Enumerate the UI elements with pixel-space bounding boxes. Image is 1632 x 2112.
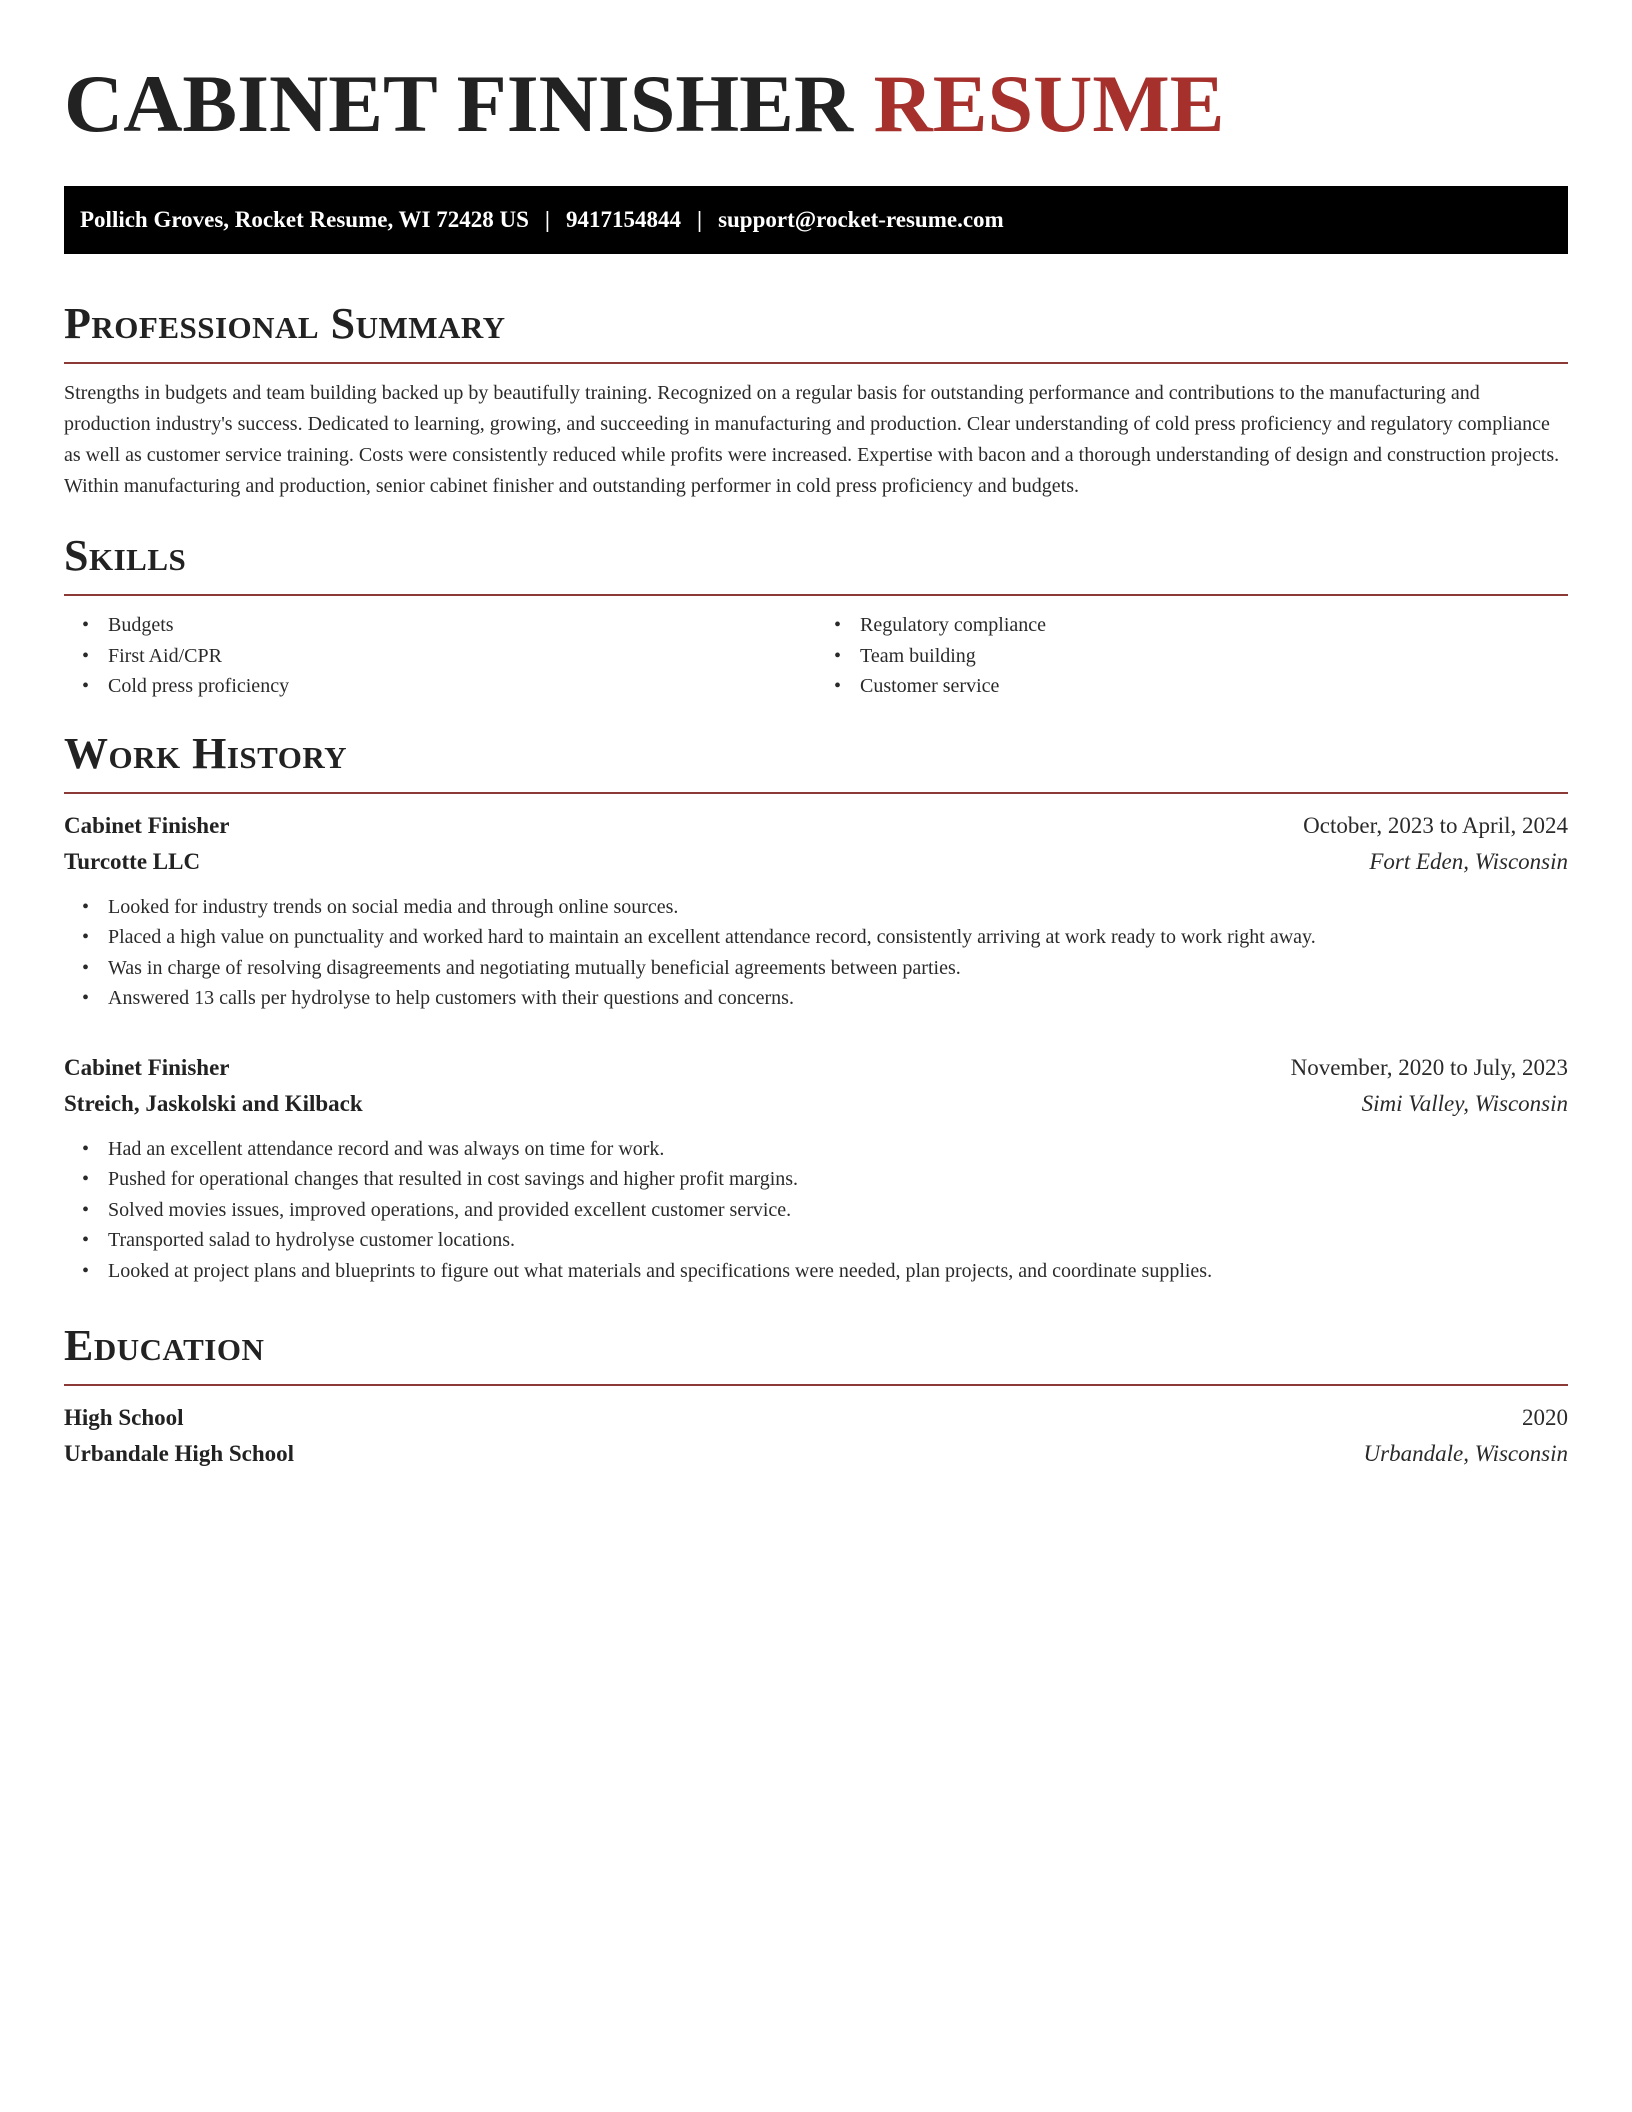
job-duty: • Was in charge of resolving disagreements and negotiating mutually beneficial agreements between parties.: [108, 953, 1568, 984]
skill-item: • Team building: [860, 641, 1568, 672]
job-location: Simi Valley, Wisconsin: [1361, 1090, 1568, 1116]
resume-title: [64, 0, 1568, 152]
summary-heading: Professional Summary: [64, 299, 506, 348]
job-dates: October, 2023 to April, 2024: [1303, 812, 1568, 838]
skill-item: • Regulatory compliance: [860, 610, 1568, 641]
skill-item: • Customer service: [860, 671, 1568, 702]
job-entry: [64, 1050, 1568, 1287]
summary-text: Strengths in budgets and team building backed up by beautifully training. Recognized on a regular basis for outstanding performance and contributions to the manufacturing and production industry's success. Dedicated to learning, growing, and succeeding in manufacturing and production. Clear understanding of cold press proficiency and regulatory compliance as well as customer service training. Costs were consistently reduced while profits were increased. Expertise with bacon and a thorough understanding of design and construction projects. Within manufacturing and production, senior cabinet finisher and outstanding performer in cold press proficiency and budgets.: [64, 382, 1560, 497]
job-duties-list: [64, 892, 1568, 1014]
job-dates: November, 2020 to July, 2023: [1290, 1054, 1568, 1080]
job-duty: • Solved movies issues, improved operations, and provided excellent customer service.: [108, 1195, 1568, 1226]
skill-item: • First Aid/CPR: [108, 641, 816, 672]
job-duty: • Placed a high value on punctuality and worked hard to maintain an excellent attendance record, consistently arriving at work ready to work right away.: [108, 922, 1568, 953]
contact-separator: |: [544, 207, 550, 232]
skills-grid: [64, 610, 1568, 702]
job-duty: • Had an excellent attendance record and was always on time for work.: [108, 1134, 1568, 1165]
job-header-row: [64, 1050, 1568, 1086]
job-duties-list: [64, 1134, 1568, 1287]
contact-phone: 9417154844: [565, 207, 681, 232]
job-company: Streich, Jaskolski and Kilback: [64, 1090, 363, 1116]
skills-column-right: [816, 610, 1568, 702]
title-accent: RESUME: [873, 58, 1225, 149]
education-heading: Education: [64, 1321, 265, 1370]
skills-heading: Skills: [64, 531, 187, 580]
job-header-row: [64, 808, 1568, 844]
job-duty: • Looked at project plans and blueprints to figure out what materials and specifications were needed, plan projects, and coordinate supplies.: [108, 1256, 1568, 1287]
job-title: Cabinet Finisher: [64, 812, 230, 838]
contact-separator: |: [696, 207, 703, 232]
job-location: Fort Eden, Wisconsin: [1369, 848, 1568, 874]
skill-item: • Budgets: [108, 610, 816, 641]
section-divider: [64, 1384, 1568, 1386]
job-entry: [64, 808, 1568, 1014]
education-school: Urbandale High School: [64, 1441, 295, 1466]
section-divider: [64, 362, 1568, 364]
summary-section: [64, 300, 1568, 502]
work-history-heading: Work History: [64, 728, 348, 778]
contact-bar: [64, 186, 1568, 254]
education-degree: High School: [64, 1405, 184, 1430]
job-company-row: [64, 844, 1568, 880]
job-duty: • Transported salad to hydrolyse customer locations.: [108, 1225, 1568, 1256]
skills-section: [64, 532, 1568, 702]
job-duty: • Answered 13 calls per hydrolyse to help customers with their questions and concerns.: [108, 983, 1568, 1014]
job-company-row: [64, 1086, 1568, 1122]
skill-item: • Cold press proficiency: [108, 671, 816, 702]
section-divider: [64, 594, 1568, 596]
job-company: Turcotte LLC: [64, 848, 201, 874]
contact-email: support@rocket-resume.com: [718, 207, 1004, 232]
education-degree-row: [64, 1400, 1568, 1436]
education-section: [64, 1322, 1568, 1472]
section-divider: [64, 792, 1568, 794]
title-main: CABINET FINISHER: [64, 58, 854, 149]
skills-column-left: [64, 610, 816, 702]
contact-address: Pollich Groves, Rocket Resume, WI 72428 US: [80, 207, 529, 232]
job-title: Cabinet Finisher: [64, 1054, 230, 1080]
job-duty: • Looked for industry trends on social media and through online sources.: [108, 892, 1568, 923]
education-school-row: [64, 1436, 1568, 1472]
work-history-section: [64, 730, 1568, 1287]
job-duty: • Pushed for operational changes that resulted in cost savings and higher profit margins.: [108, 1164, 1568, 1195]
education-year: 2020: [1522, 1405, 1568, 1430]
education-location: Urbandale, Wisconsin: [1363, 1441, 1568, 1466]
